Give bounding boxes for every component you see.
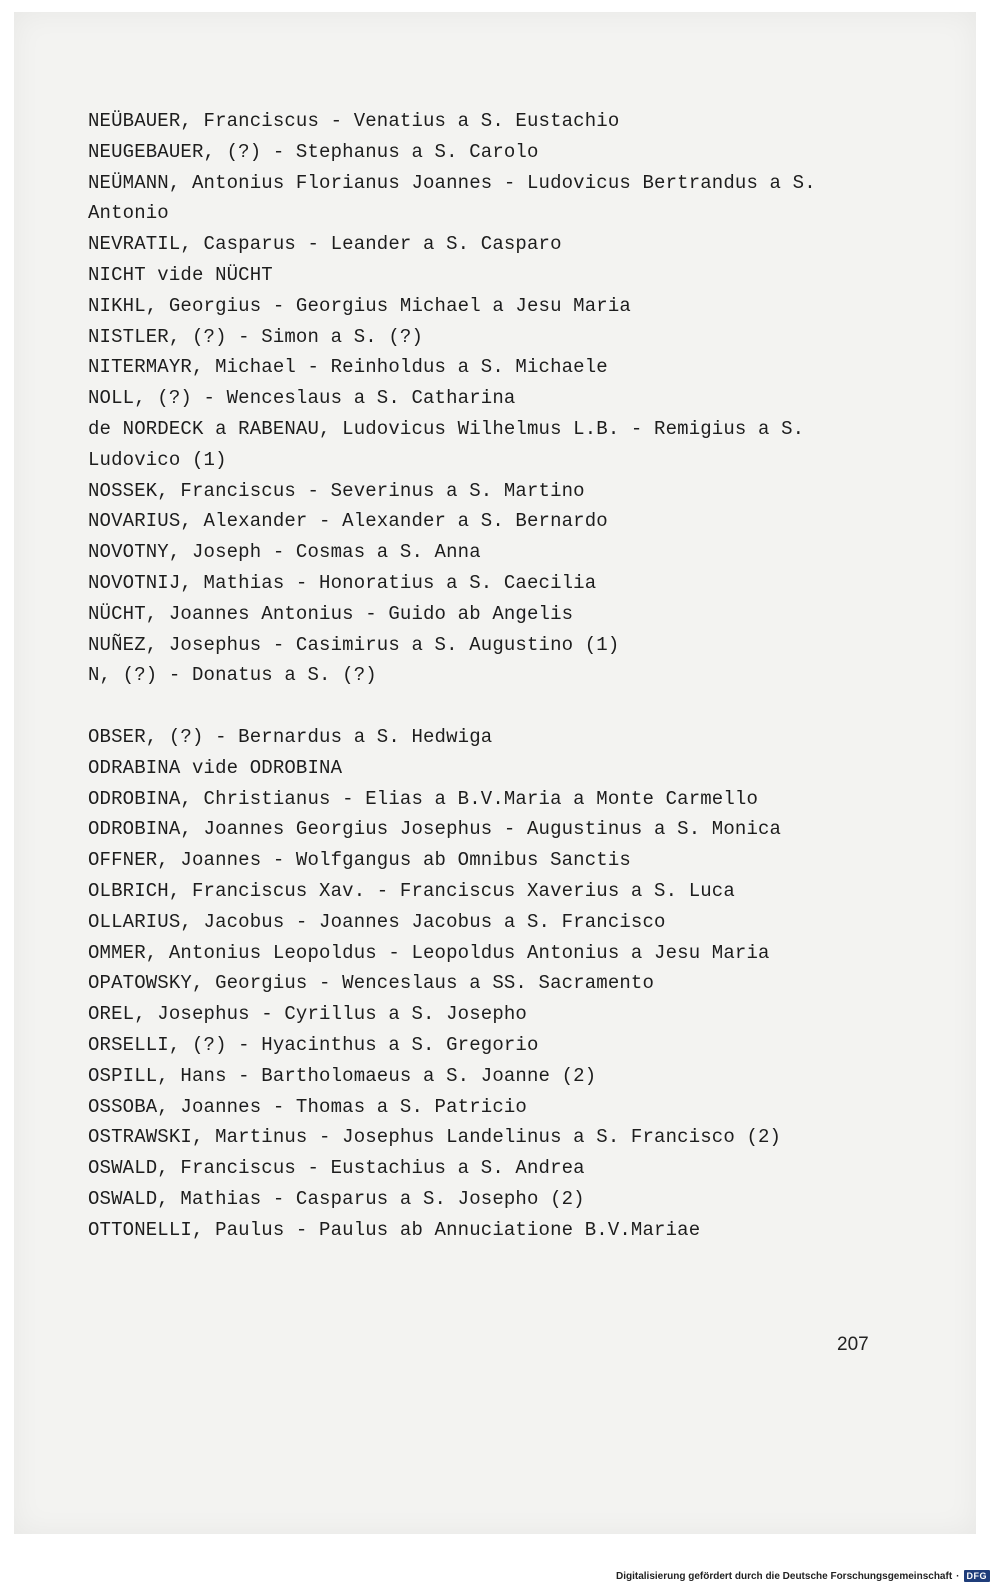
- digitization-footer: [616, 1570, 990, 1582]
- index-entry: OMMER, Antonius Leopoldus - Leopoldus Antonius a Jesu Maria: [88, 941, 770, 964]
- index-entry: NICHT vide NÜCHT: [88, 263, 273, 286]
- index-entry: ODROBINA, Christianus - Elias a B.V.Maria a Monte Carmello: [88, 787, 759, 810]
- index-entry: OPATOWSKY, Georgius - Wenceslaus a SS. Sacramento: [88, 972, 655, 995]
- name-index-list: [88, 106, 968, 1245]
- index-entry: de NORDECK a RABENAU, Ludovicus Wilhelmus L.B. - Remigius a S. Ludovico (1): [88, 417, 805, 471]
- footer-text: Digitalisierung gefördert durch die Deutsche Forschungsgemeinschaft: [615, 1570, 953, 1582]
- index-entry: OLBRICH, Franciscus Xav. - Franciscus Xaverius a S. Luca: [88, 879, 735, 902]
- index-entry: ODRABINA vide ODROBINA: [88, 756, 343, 779]
- index-entry: OREL, Josephus - Cyrillus a S. Josepho: [88, 1003, 527, 1026]
- index-entry: OLLARIUS, Jacobus - Joannes Jacobus a S. Francisco: [88, 910, 666, 933]
- index-entry: OBSER, (?) - Bernardus a S. Hedwiga: [88, 725, 493, 748]
- document-page: [14, 12, 976, 1534]
- index-entry: NEÜMANN, Antonius Florianus Joannes - Ludovicus Bertrandus a S. Antonio: [88, 171, 816, 225]
- index-entry: NIKHL, Georgius - Georgius Michael a Jesu Maria: [88, 294, 631, 317]
- index-entry: N, (?) - Donatus a S. (?): [88, 664, 377, 687]
- index-entry: OFFNER, Joannes - Wolfgangus ab Omnibus Sanctis: [88, 849, 631, 872]
- index-entry: NOSSEK, Franciscus - Severinus a S. Martino: [88, 479, 585, 502]
- index-entry: NEÜBAUER, Franciscus - Venatius a S. Eustachio: [88, 110, 620, 132]
- index-entry: NITERMAYR, Michael - Reinholdus a S. Michaele: [88, 356, 608, 379]
- section-gap: [88, 691, 968, 722]
- index-entry: OSSOBA, Joannes - Thomas a S. Patricio: [88, 1095, 527, 1118]
- index-entry: NEVRATIL, Casparus - Leander a S. Casparo: [88, 233, 562, 256]
- index-entry: NISTLER, (?) - Simon a S. (?): [88, 325, 424, 348]
- index-entry: NUÑEZ, Josephus - Casimirus a S. Augustino (1): [88, 633, 620, 656]
- index-entry: OSTRAWSKI, Martinus - Josephus Landelinus a S. Francisco (2): [88, 1126, 782, 1149]
- page-number: 207: [837, 1334, 869, 1355]
- dfg-logo-icon: DFG: [964, 1570, 991, 1582]
- index-entry: NOVOTNY, Joseph - Cosmas a S. Anna: [88, 541, 481, 564]
- index-entry: NÜCHT, Joannes Antonius - Guido ab Angelis: [88, 602, 574, 625]
- index-entry: OSWALD, Franciscus - Eustachius a S. Andrea: [88, 1157, 585, 1180]
- index-entry: NEUGEBAUER, (?) - Stephanus a S. Carolo: [88, 140, 539, 163]
- index-entry: OSWALD, Mathias - Casparus a S. Josepho (2): [88, 1187, 585, 1210]
- index-entry: ORSELLI, (?) - Hyacinthus a S. Gregorio: [88, 1033, 539, 1056]
- footer-separator: ·: [956, 1570, 960, 1582]
- index-entry: NOLL, (?) - Wenceslaus a S. Catharina: [88, 387, 516, 410]
- index-entry: OTTONELLI, Paulus - Paulus ab Annuciatione B.V.Mariae: [88, 1218, 701, 1241]
- index-entry: NOVARIUS, Alexander - Alexander a S. Bernardo: [88, 510, 608, 533]
- index-entry: ODROBINA, Joannes Georgius Josephus - Augustinus a S. Monica: [88, 818, 782, 841]
- index-entry: OSPILL, Hans - Bartholomaeus a S. Joanne (2): [88, 1064, 597, 1087]
- index-entry: NOVOTNIJ, Mathias - Honoratius a S. Caecilia: [88, 571, 597, 594]
